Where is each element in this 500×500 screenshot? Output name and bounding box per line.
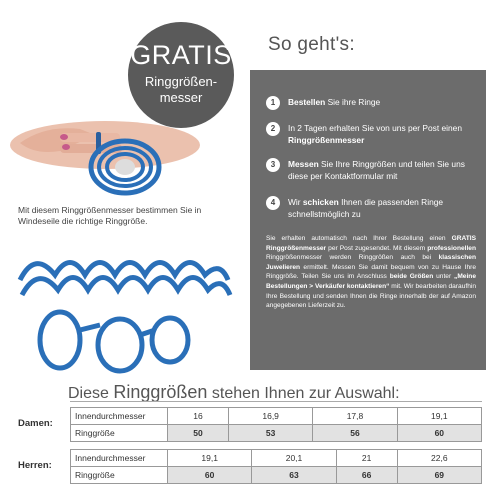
table-row: Innendurchmesser 19,1 20,1 21 22,6: [71, 450, 482, 467]
badge-title: GRATIS: [130, 40, 232, 70]
table-row: Ringgröße 50 53 56 60: [71, 425, 482, 442]
badge-subtitle: Ringgrößen- messer: [144, 74, 218, 105]
men-size-table: [70, 449, 482, 484]
divider: [70, 401, 482, 402]
table-row: Innendurchmesser 16 16,9 17,8 19,1: [71, 408, 482, 425]
group-label-women: Damen:: [18, 418, 53, 429]
info-paragraph: Sie erhalten automatisch nach Ihrer Bestellung einen GRATIS Ringgrößenmesser per Post zugesendet. Mit diesem professionellen Ringgrößenmesser werden Ringgrößen auch bei klassischen Juwelieren ermittelt. Messen Sie damit bequem von zu Hause Ihre Ringgröße. Teilen Sie uns im Anschluss beide Größen unter „Meine Bestellungen > Verkäufer kontaktieren“ mit. Wir bearbeiten daraufhin Ihre Bestellung und senden Ihnen die Ringe innerhalb der auf Amazon angegebenen Lieferzeit zu.: [266, 235, 477, 310]
group-label-men: Herren:: [18, 460, 52, 471]
steps-panel: 1 Bestellen Sie ihre Ringe 2 In 2 Tagen erhalten Sie von uns per Post einen Ringgrößenmesser 3 Messen Sie Ihre Ringgrößen und teilen Sie uns diese per Kontaktformular mit 4 Wir schicken Ihnen die passenden Ringe schnellstmöglich zu Sie erhalten automatisch nach Ihrer Bestellung einen GRATIS Ringgrößenmesser per Post zugesendet. Mit diesem professionellen Ringgrößenmesser werden Ringgrößen auch bei klassischen Juwelieren ermittelt. Messen Sie damit bequem von zu Hause Ihre Ringgröße. Teilen Sie uns im Anschluss beide Größen unter „Meine Bestellungen > Verkäufer kontaktieren“ mit. Wir bearbeiten daraufhin Ihre Bestellung und senden Ihnen die Ringe innerhalb der auf Amazon angegebenen Lieferzeit zu.: [250, 70, 486, 370]
step-number: 3: [266, 158, 280, 172]
how-title: So geht's:: [268, 34, 355, 55]
step-number: 1: [266, 96, 280, 110]
step-number: 2: [266, 122, 280, 136]
sizes-heading: Diese Ringgrößen stehen Ihnen zur Auswahl:: [68, 382, 400, 402]
hand-caption: Mit diesem Ringgrößenmesser bestimmen Sie in Windeseile die richtige Ringgröße.: [18, 205, 202, 226]
hand-ring-sizer-image: [0, 85, 215, 205]
step-number: 4: [266, 196, 280, 210]
table-row: Ringgröße 60 63 66 69: [71, 467, 482, 484]
women-size-table: [70, 407, 482, 442]
coil-ring-sizer-image: [10, 240, 235, 380]
